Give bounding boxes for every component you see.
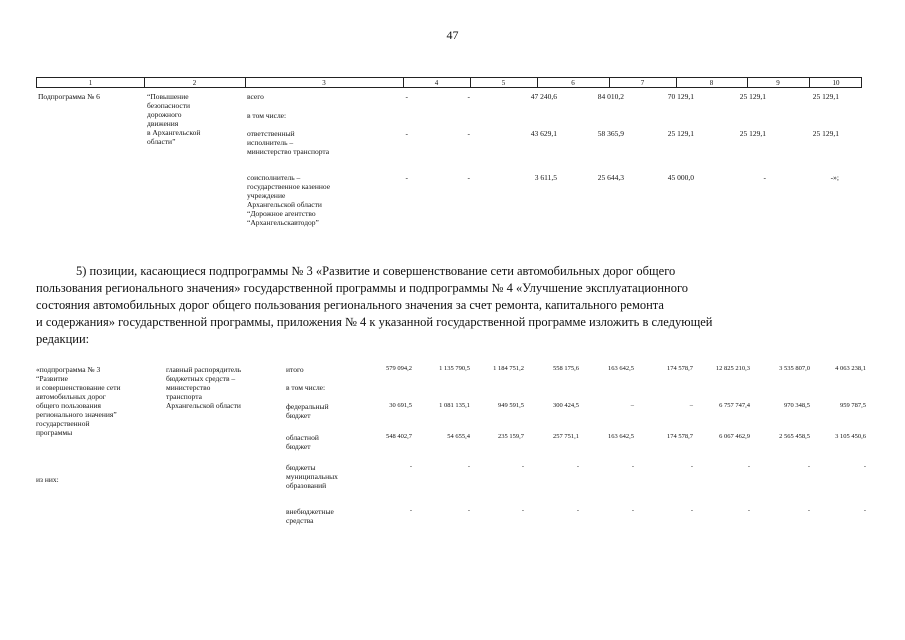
table1-header-cell: 9: [776, 79, 780, 87]
table2-row-label: в том числе:: [286, 383, 326, 392]
table1-cell: 84 010,2: [597, 92, 624, 101]
table2-cell: -: [747, 507, 750, 514]
table1-cell: 25 129,1: [739, 92, 766, 101]
table2-program-line: общего пользования: [36, 401, 101, 410]
table2-cell: -: [521, 463, 524, 470]
table2-cell: -: [467, 507, 470, 514]
table1-program-name-line: дорожного: [147, 110, 182, 119]
table2-program-line: автомобильных дорог: [36, 392, 106, 401]
table2-cell: 959 787,5: [840, 402, 866, 409]
table2-program-line: «подпрограмма № 3: [36, 365, 101, 374]
paragraph-line: редакции:: [36, 332, 90, 346]
table2-cell: -: [467, 463, 470, 470]
table2-administrator-line: Архангельской области: [166, 401, 241, 410]
table2-cell: 1 184 751,2: [493, 365, 524, 372]
table1-cell: -: [763, 173, 766, 182]
table1-cell: 3 611,5: [534, 173, 557, 182]
table1-cell: 43 629,1: [530, 129, 557, 138]
table2-cell: 300 424,5: [553, 402, 579, 409]
table1-header-cell: 6: [571, 79, 575, 87]
table2-cell: 30 691,5: [389, 402, 412, 409]
table1-row-label: всего: [247, 92, 264, 101]
table2-administrator-line: бюджетных средств –: [166, 374, 236, 383]
table1-header-cell: 10: [832, 79, 840, 87]
table2-program-line: программы: [36, 428, 73, 437]
table1-program-name-line: области”: [147, 137, 176, 146]
table2-cell: 174 578,7: [667, 433, 693, 440]
table1-header-cell: 7: [640, 79, 645, 87]
table1-cell: 70 129,1: [667, 92, 694, 101]
table2-cell: -: [409, 463, 412, 470]
table2-row-label: средства: [286, 516, 314, 525]
paragraph-line: 5) позиции, касающиеся подпрограммы № 3 «Развитие и совершенствование сети автомобильных дорог общего: [76, 264, 676, 278]
table2-program-line: “Развитие: [36, 374, 68, 383]
table1-row-label: учреждение: [247, 191, 286, 200]
table2-cell: 949 591,5: [498, 402, 524, 409]
table2-cell: -: [631, 463, 634, 470]
table1-header-cell: 3: [322, 79, 326, 87]
table1-header-cell: 2: [192, 79, 197, 87]
table1-cell: -»;: [830, 173, 839, 182]
table2-cell: -: [863, 463, 866, 470]
table2-cell: 1 081 135,1: [439, 402, 470, 409]
table1-cell: 58 365,9: [597, 129, 624, 138]
table2-cell: 235 159,7: [498, 433, 524, 440]
table2-cell: 174 578,7: [667, 365, 693, 372]
table2-cell: 12 825 210,3: [715, 365, 750, 372]
table2-administrator-line: главный распорядитель: [166, 365, 242, 374]
table2-program-line: и совершенствование сети: [36, 383, 121, 392]
table2-cell: 1 135 790,5: [439, 365, 470, 372]
table2-row-label: бюджет: [286, 442, 311, 451]
table2-row-label: федеральный: [286, 402, 329, 411]
table2-cell: -: [631, 507, 634, 514]
table1-row-label: Архангельской области: [247, 200, 322, 209]
table2-cell: -: [409, 507, 412, 514]
table1-header-cell: 1: [88, 79, 93, 87]
table2-cell: 257 751,1: [553, 433, 579, 440]
table1-row-label: министерство транспорта: [247, 147, 330, 156]
table1-row-label: ответственный: [247, 129, 295, 138]
table2-cell: -: [690, 463, 693, 470]
table1-header-cell: 8: [709, 79, 714, 87]
table2-row-label: образований: [286, 481, 327, 490]
table1-cell: 47 240,6: [530, 92, 557, 101]
table1-cell: 25 129,1: [812, 129, 839, 138]
table2-program-line: государственной: [36, 419, 90, 428]
table2-cell: 548 402,7: [386, 433, 412, 440]
table2-cell: 4 063 238,1: [835, 365, 866, 372]
table2-cell: -: [690, 507, 693, 514]
table2-cell: 6 067 462,9: [719, 433, 750, 440]
table2-cell: -: [807, 507, 810, 514]
table2-cell: 558 175,6: [553, 365, 579, 372]
table2-cell: -: [807, 463, 810, 470]
table2-cell: 54 655,4: [447, 433, 470, 440]
table1-cell: 45 000,0: [667, 173, 694, 182]
table2-cell: -: [747, 463, 750, 470]
table1-header-cell: 4: [434, 79, 439, 87]
table2-program-line: регионального значения”: [36, 410, 117, 419]
table2-row-label: внебюджетные: [286, 507, 334, 516]
table2-cell: 6 757 747,4: [719, 402, 750, 409]
table2-cell: 579 094,2: [386, 365, 412, 372]
table2-cell: –: [689, 402, 693, 409]
table2-of-which: из них:: [36, 475, 59, 484]
table2-cell: 2 565 458,5: [779, 433, 810, 440]
table2-cell: 970 348,5: [784, 402, 810, 409]
table2-row-label: итого: [286, 365, 304, 374]
table1-program-name-line: “Повышение: [147, 92, 189, 101]
table2-cell: 3 105 450,6: [835, 433, 866, 440]
table1-cell: -: [467, 173, 470, 182]
table1-program-name-line: безопасности: [147, 101, 191, 110]
table1-cell: 25 644,3: [597, 173, 624, 182]
page-number: 47: [446, 28, 459, 42]
table1-cell: -: [405, 129, 408, 138]
table2-row-label: бюджет: [286, 411, 311, 420]
table2-cell: 163 642,5: [608, 433, 634, 440]
table2-cell: 3 535 807,0: [779, 365, 810, 372]
table1-cell: -: [467, 129, 470, 138]
table1-row-label: соисполнитель –: [247, 173, 301, 182]
table1-program-name-line: в Архангельской: [147, 128, 201, 137]
table2-cell: –: [630, 402, 634, 409]
paragraph-line: пользования регионального значения» государственной программы и подпрограммы № 4 «Улучшение эксплуатационного: [36, 281, 689, 295]
table1-cell: -: [405, 173, 408, 182]
table1-row-label: в том числе:: [247, 111, 287, 120]
table1-row-label: исполнитель –: [247, 138, 294, 147]
table2-administrator-line: транспорта: [166, 392, 202, 401]
table2-row-label: областной: [286, 433, 319, 442]
table2-row-label: муниципальных: [286, 472, 338, 481]
table2-cell: -: [863, 507, 866, 514]
paragraph-line: и содержания» государственной программы, приложения № 4 к указанной государственной программе изложить в следующей: [36, 315, 713, 329]
table1-row-label: “Архангельскавтодор”: [247, 218, 319, 227]
table1-header-row: [36, 77, 862, 88]
table1-row-label: государственное казенное: [247, 182, 331, 191]
table2-administrator-line: министерство: [166, 383, 211, 392]
table1-cell: -: [467, 92, 470, 101]
table1-cell: 25 129,1: [812, 92, 839, 101]
table2-cell: 163 642,5: [608, 365, 634, 372]
table2-row-label: бюджеты: [286, 463, 316, 472]
paragraph-line: состояния автомобильных дорог общего пользования регионального значения за счет ремонта, капитального ремонта: [36, 298, 664, 312]
table2-cell: -: [521, 507, 524, 514]
table1-cell: -: [405, 92, 408, 101]
table2-cell: -: [576, 463, 579, 470]
table1-program-title: Подпрограмма № 6: [38, 92, 100, 101]
table1-cell: 25 129,1: [667, 129, 694, 138]
table1-header-cell: 5: [501, 79, 506, 87]
table1-cell: 25 129,1: [739, 129, 766, 138]
table1-program-name-line: движения: [147, 119, 179, 128]
table2-cell: -: [576, 507, 579, 514]
table1-row-label: “Дорожное агентство: [247, 209, 316, 218]
